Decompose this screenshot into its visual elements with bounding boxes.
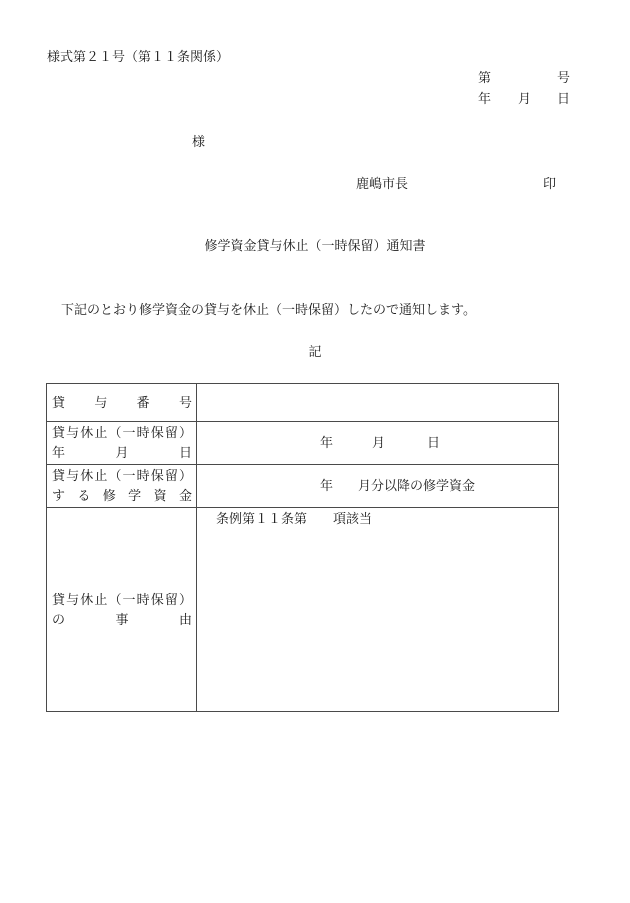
suspended-funds-label-line2 <box>52 486 192 506</box>
loan-number-label-cell <box>47 384 197 421</box>
suspended-funds-value-cell <box>197 465 558 507</box>
suspension-date-value-cell <box>197 422 558 464</box>
issue-date-day: 日 <box>557 91 571 106</box>
suspended-funds-description: 月分以降の修学資金 <box>358 478 476 493</box>
label-char: 事 <box>115 611 129 627</box>
label-char: 番 <box>136 394 150 410</box>
suspension-date-label-line2 <box>52 443 192 463</box>
row-reason <box>47 507 558 711</box>
reason-value-cell <box>197 508 558 711</box>
sender-name: 鹿嶋市長 <box>356 176 409 191</box>
label-char: の <box>52 611 66 627</box>
suspension-date-year: 年 <box>320 435 334 450</box>
label-char: 日 <box>178 445 192 460</box>
label-char: 貸 <box>52 394 66 410</box>
label-char: 金 <box>178 488 192 503</box>
body-text: 下記のとおり修学資金の貸与を休止（一時保留）したので通知します。 <box>61 302 476 317</box>
form-number: 様式第２１号（第１１条関係） <box>47 49 230 64</box>
suspended-funds-label-line1: 貸与休止（一時保留） <box>52 468 192 483</box>
recipient-honorific: 様 <box>192 134 206 149</box>
document-title: 修学資金貸与休止（一時保留）通知書 <box>204 238 426 253</box>
document-number-prefix: 第 <box>478 70 492 85</box>
suspension-date-label-line1: 貸与休止（一時保留） <box>52 425 192 440</box>
loan-number-value-cell <box>197 384 558 421</box>
row-suspension-date <box>47 421 558 464</box>
label-char: 月 <box>115 445 129 460</box>
label-char: 与 <box>94 394 108 410</box>
suspended-funds-label-cell <box>47 465 197 507</box>
suspension-date-day: 日 <box>427 435 441 450</box>
issue-date-year: 年 <box>478 91 492 106</box>
row-suspended-funds <box>47 464 558 507</box>
details-table <box>46 383 559 712</box>
label-char: 年 <box>52 445 66 460</box>
note-heading: 記 <box>308 344 322 359</box>
row-loan-number <box>47 384 558 421</box>
issue-date-month: 月 <box>518 91 532 106</box>
document-number-suffix: 号 <box>557 70 571 85</box>
label-char: 資 <box>153 488 167 503</box>
suspension-date-label-cell <box>47 422 197 464</box>
label-char: 修 <box>102 488 116 503</box>
suspended-funds-year: 年 <box>320 478 334 493</box>
label-char: 号 <box>178 394 192 410</box>
reason-label-cell <box>47 508 197 711</box>
suspension-date-month: 月 <box>372 435 386 450</box>
loan-number-label <box>52 393 192 413</box>
reason-label-line1: 貸与休止（一時保留） <box>52 591 192 607</box>
seal-mark: 印 <box>543 176 557 191</box>
reason-value: 条例第１１条第 項該当 <box>216 511 373 526</box>
label-char: る <box>77 488 91 503</box>
label-char: 学 <box>128 488 142 503</box>
label-char: す <box>52 488 66 503</box>
reason-label-line2 <box>52 610 192 630</box>
label-char: 由 <box>178 611 192 627</box>
